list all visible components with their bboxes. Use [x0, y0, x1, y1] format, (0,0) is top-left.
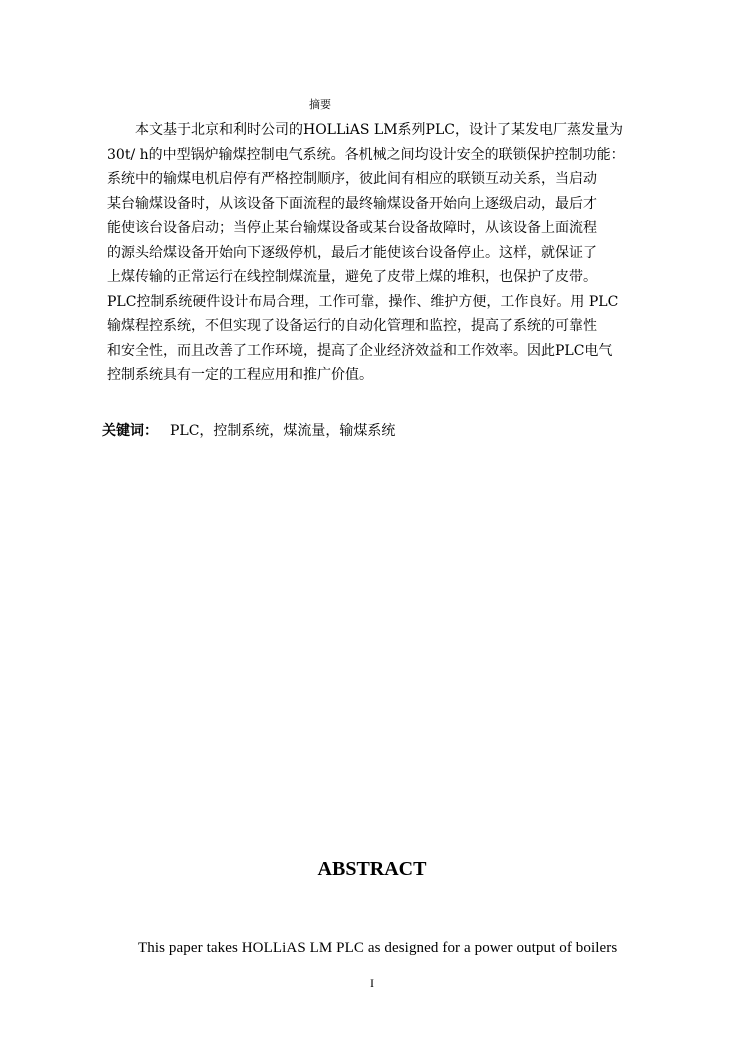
abstract-line: 控制系统具有一定的工程应用和推广价值。: [107, 367, 373, 383]
chinese-abstract-body: [107, 118, 639, 388]
abstract-line: 系统中的输煤电机启停有严格控制顺序，彼此间有相应的联锁互动关系，当启动: [107, 171, 597, 187]
abstract-line: 本文基于北京和利时公司的HOLLiAS LM系列PLC，设计了某发电厂蒸发量为: [135, 122, 623, 138]
abstract-line: 输煤程控系统，不但实现了设备运行的自动化管理和监控，提高了系统的可靠性: [107, 318, 597, 334]
abstract-line: 某台输煤设备时，从该设备下面流程的最终输煤设备开始向上逐级启动，最后才: [107, 195, 597, 212]
english-abstract-title: ABSTRACT: [317, 858, 427, 880]
chinese-abstract-title: 摘要: [309, 98, 331, 111]
abstract-line: 和安全性，而且改善了工作环境，提高了企业经济效益和工作效率。因此PLC电气: [107, 342, 613, 359]
abstract-line: PLC控制系统硬件设计布局合理，工作可靠，操作、维护方便，工作良好。用 PLC: [107, 293, 619, 310]
page-number: I: [370, 976, 374, 990]
abstract-line: 能使该台设备启动；当停止某台输煤设备或某台设备故障时，从该设备上面流程: [107, 220, 597, 236]
keywords: [102, 420, 395, 440]
english-abstract-first-line: This paper takes HOLLiAS LM PLC as designed for a power output of boilers: [138, 940, 618, 956]
abstract-line: 30t/ h的中型锅炉输煤控制电气系统。各机械之间均设计安全的联锁保护控制功能：: [107, 146, 625, 163]
abstract-line: 上煤传输的正常运行在线控制煤流量，避免了皮带上煤的堆积，也保护了皮带。: [107, 269, 597, 285]
keywords-values: PLC，控制系统，煤流量，输煤系统: [170, 423, 396, 439]
abstract-line: 的源头给煤设备开始向下逐级停机，最后才能使该台设备停止。这样，就保证了: [107, 244, 597, 261]
keywords-label: 关键词：: [102, 423, 158, 439]
